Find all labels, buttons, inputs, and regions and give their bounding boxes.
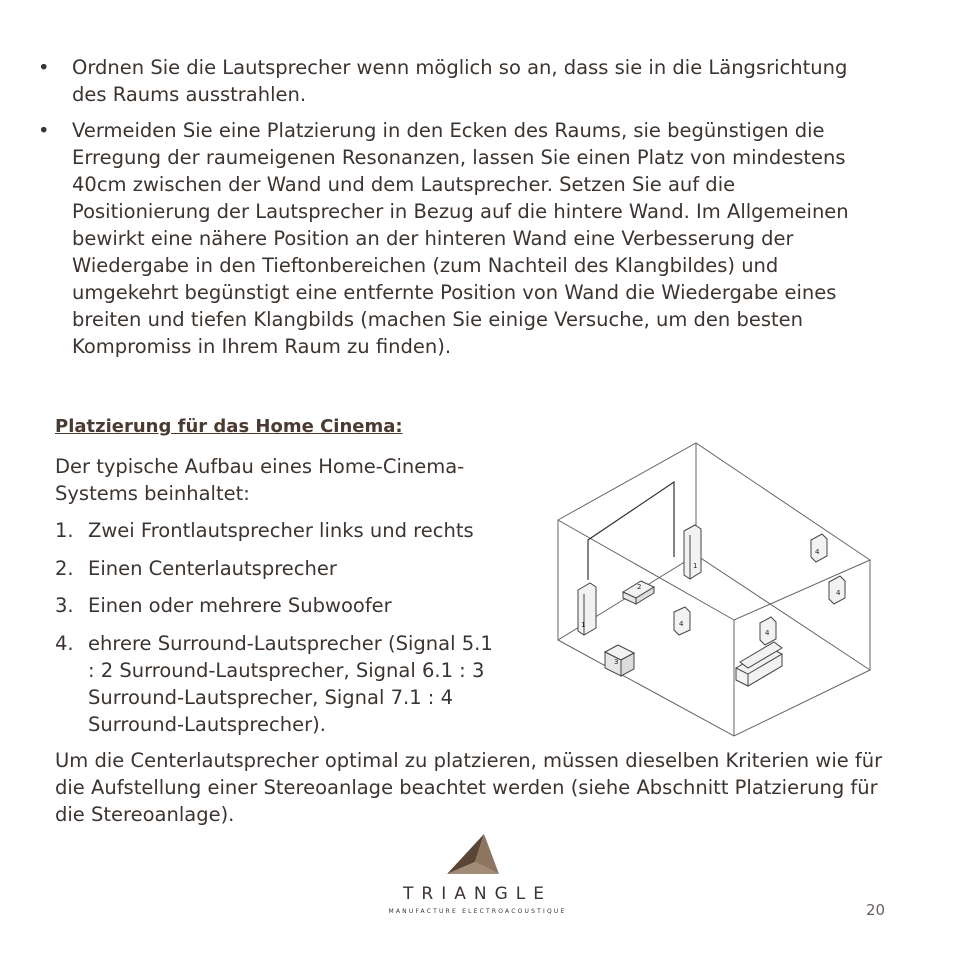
closing-paragraph: Um die Centerlautsprecher optimal zu platzieren, müssen dieselben Kriterien wie für die Aufstellung einer Stereoanlage beachtet werden (siehe Abschnitt Platzierung für die Stereoanlage). [55,749,883,826]
speaker-label: 1 [581,621,586,629]
screen-frame [588,482,674,580]
list-item [55,555,495,582]
surround-speaker [760,617,776,645]
surround-speaker [829,576,845,604]
front-left-speaker [578,583,596,635]
numbered-list [55,517,495,748]
list-item [55,630,495,738]
list-item-text: Einen oder mehrere Subwoofer [88,594,392,617]
speaker-label: 4 [815,548,820,556]
list-item [55,592,495,619]
speaker-label: 2 [637,583,642,591]
page-number: 20 [866,901,886,919]
list-item-text: Zwei Frontlautsprecher links und rechts [88,519,474,542]
speaker-label: 4 [836,589,841,597]
logo-tagline: MANUFACTURE ELECTROACOUSTIQUE [388,908,567,915]
bullet-marker: • [38,56,50,79]
speaker-label: 4 [765,629,770,637]
surround-speaker [674,607,690,635]
bullet-list [38,54,868,369]
center-speaker [623,581,654,604]
sofa [736,642,782,686]
subwoofer [605,645,634,676]
section-heading: Platzierung für das Home Cinema: [55,416,403,437]
speaker-label: 3 [614,658,619,666]
speaker-label: 4 [679,620,684,628]
bullet-marker: • [38,119,50,142]
triangle-logo [380,832,575,924]
bullet-text: Ordnen Sie die Lautsprecher wenn möglich so an, dass sie in die Längsrichtung des Raums ausstrahlen. [72,56,848,106]
logo-wordmark: TRIANGLE [403,884,552,904]
surround-speaker [811,534,827,562]
list-marker: 4. [55,631,74,655]
bullet-item [38,54,868,108]
list-item-text: ehrere Surround-Lautsprecher (Signal 5.1 : 2 Surround-Lautsprecher, Signal 6.1 : 3 Surround-Lautsprecher, Signal 7.1 : 4 Surround-Lautsprecher). [88,631,493,736]
front-right-speaker [684,525,701,579]
bullet-item [38,117,868,360]
section-intro: Der typische Aufbau eines Home-Cinema-Systems beinhaltet: [55,455,465,505]
list-marker: 2. [55,556,74,580]
room-layout-diagram [548,440,874,740]
speaker-label: 1 [693,562,698,570]
bullet-text: Vermeiden Sie eine Platzierung in den Ecken des Raums, sie begünstigen die Erregung der raumeigenen Resonanzen, lassen Sie einen Platz von mindestens 40cm zwischen der Wand und dem Lautsprecher. Setzen Sie auf die Positionierung der Lautsprecher in Bezug auf die hintere Wand. Im Allgemeinen bewirkt eine nähere Position an der hinteren Wand eine Verbesserung der Wiedergabe in den Tieftonbereichen (zum Nachteil des Klangbildes) und umgekehrt begünstigt eine entfernte Position von Wand die Wiedergabe eines breiten und tiefen Klangbilds (machen Sie einige Versuche, um den besten Kompromiss in Ihrem Raum zu finden). [72,119,849,358]
list-marker: 1. [55,519,74,542]
list-marker: 3. [55,594,74,617]
triangle-logo-icon [445,832,501,876]
room-outline [558,443,870,736]
list-item [55,517,495,544]
list-item-text: Einen Centerlautsprecher [88,556,337,580]
